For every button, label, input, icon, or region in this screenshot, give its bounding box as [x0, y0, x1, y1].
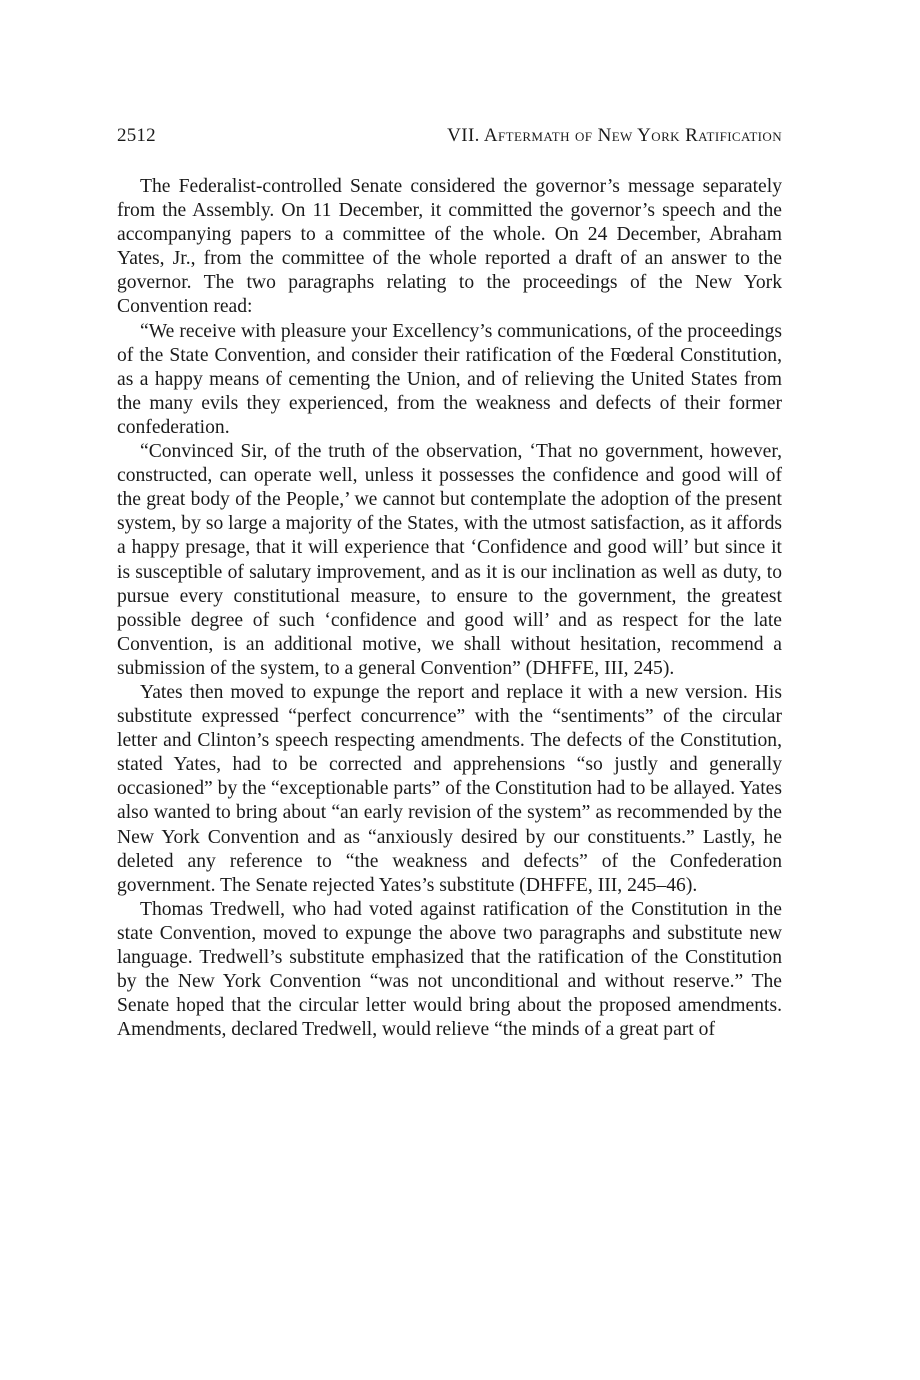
- body-text: [117, 175, 782, 1042]
- page-number: 2512: [117, 125, 156, 146]
- paragraph-senate-intro: The Federalist-controlled Senate considered the governor’s message separately from the Assembly. On 11 December, it committed the governor’s speech and the accompanying papers to a committee of the whole. On 24 December, Abraham Yates, Jr., from the committee of the whole reported a draft of an answer to the governor. The two paragraphs relating to the proceedings of the New York Convention read:: [117, 176, 782, 318]
- paragraph-tredwell-substitute: Thomas Tredwell, who had voted against ratification of the Constitution in the state Convention, moved to expunge the above two paragraphs and substitute new language. Tredwell’s substitute emphasized that the ratification of the Constitution by the New York Convention “was not unconditional and without reserve.” The Senate hoped that the circular letter would bring about the proposed amendments. Amendments, declared Tredwell, would relieve “the minds of a great part of: [117, 898, 782, 1041]
- paragraph-quote-second: “Convinced Sir, of the truth of the observation, ‘That no government, however, constructed, can operate well, unless it possesses the confidence and good will of the great body of the People,’ we cannot but contemplate the adoption of the present system, by so large a majority of the States, with the utmost satisfaction, as it affords a happy presage, that it will experience that ‘Confidence and good will’ but since it is susceptible of salutary improvement, and as it is our inclination as well as duty, to pursue every constitutional measure, to ensure to the government, the greatest possible degree of such ‘confidence and good will’ and as respect for the late Convention, is an additional motive, we shall without hesitation, recommend a submission of the system, to a general Convention” (DHFFE, III, 245).: [117, 441, 782, 679]
- paragraph-quote-first: “We receive with pleasure your Excellency’s communications, of the proceedings of the State Convention, and consider their ratification of the Fœderal Constitution, as a happy means of cementing the Union, and of relieving the United States from the many evils they experienced, from the weakness and defects of their former confederation.: [117, 320, 782, 438]
- paragraph-yates-substitute: Yates then moved to expunge the report and replace it with a new version. His substitute expressed “perfect concurrence” with the “sentiments” of the circular letter and Clinton’s speech respecting amendments. The defects of the Constitution, stated Yates, had to be corrected and apprehensions “so justly and generally occasioned” by the “exceptionable parts” of the Constitution had to be allayed. Yates also wanted to bring about “an early revision of the system” as recommended by the New York Convention and as “anxiously desired by our constituents.” Lastly, he deleted any reference to “the weakness and defects” of the Confederation government. The Senate rejected Yates’s substitute (DHFFE, III, 245–46).: [117, 681, 782, 896]
- running-title: VII. Aftermath of New York Ratification: [447, 125, 782, 146]
- running-head: [117, 124, 782, 148]
